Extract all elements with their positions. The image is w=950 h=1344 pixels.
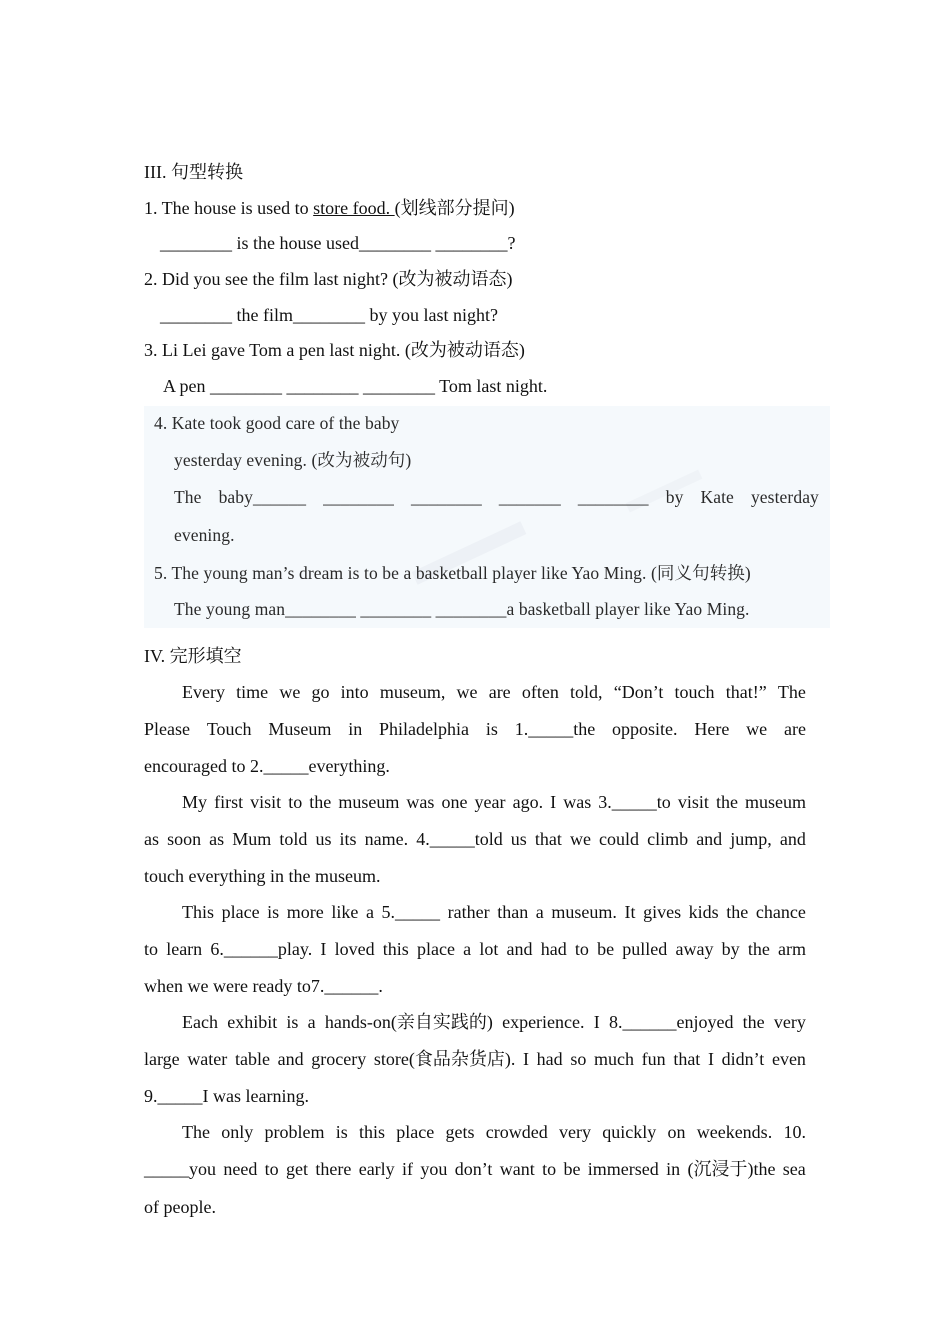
word: crowded [485, 1122, 548, 1142]
word: that!” [725, 682, 767, 702]
word: a [535, 902, 544, 922]
word: had [540, 939, 567, 959]
word: and [277, 1049, 304, 1069]
word: problem [264, 1122, 325, 1142]
word: be [597, 939, 615, 959]
word: immersed [587, 1159, 659, 1179]
word: was [563, 792, 592, 812]
word: could [599, 829, 640, 849]
word: you [420, 1159, 448, 1179]
word: museum [745, 792, 806, 812]
section-4-heading: IV. 完形填空 [144, 646, 242, 666]
word: told, [570, 682, 603, 702]
q3-answer-line: A pen ________ ________ ________ Tom last night. [163, 376, 548, 396]
word: this [359, 1122, 386, 1142]
question-5: 5. The young man’s dream is to be a basketball player like Yao Ming. (同义句转换) [154, 563, 751, 583]
word: 4._____told [416, 829, 503, 849]
word: place [416, 939, 455, 959]
word: time [236, 682, 269, 702]
p3-line-2 [144, 938, 806, 960]
word: we [279, 682, 301, 702]
word: much [594, 1049, 634, 1069]
word: that [534, 829, 562, 849]
word: table [234, 1049, 270, 1069]
word: away [675, 939, 714, 959]
q1-underlined: store food. [313, 198, 395, 218]
word: “Don’t [613, 682, 664, 702]
word: the [726, 902, 749, 922]
word: get [286, 1159, 309, 1179]
question-2: 2. Did you see the film last night? (改为被动语态) [144, 269, 513, 289]
p2-line-1 [182, 791, 806, 813]
word: the [715, 792, 738, 812]
word: very [773, 1012, 806, 1032]
word: even [771, 1049, 806, 1069]
word: weekends. [696, 1122, 773, 1142]
p1-line-1 [182, 681, 806, 703]
word: I [593, 1012, 600, 1032]
word: that [673, 1049, 701, 1069]
question-1 [144, 197, 515, 219]
word: was [406, 792, 435, 812]
word: more [286, 902, 324, 922]
word: place [221, 902, 260, 922]
word: be [563, 1159, 581, 1179]
word: quickly [602, 1122, 657, 1142]
word: fun [641, 1049, 666, 1069]
word: a [307, 1012, 316, 1032]
q1-instruction: (划线部分提问) [394, 198, 515, 218]
p4-line-1 [182, 1011, 806, 1033]
word: learn [166, 939, 203, 959]
p3-line-1 [182, 901, 806, 923]
word: in [666, 1159, 681, 1179]
word: I [320, 939, 327, 959]
word: I [707, 1049, 714, 1069]
word: and [506, 939, 533, 959]
word: _____you [144, 1159, 216, 1179]
word: It [624, 902, 636, 922]
word: like [331, 902, 359, 922]
section-3-heading: III. 句型转换 [144, 162, 243, 182]
word: to [288, 792, 303, 812]
q1-text: 1. The house is used to [144, 198, 314, 218]
word: name. [364, 829, 409, 849]
question-4-line-2: yesterday evening. (改为被动句) [174, 450, 412, 470]
word: year [474, 792, 506, 812]
word: hands-on(亲自实践的) [324, 1012, 493, 1032]
p4-line-2 [144, 1048, 806, 1070]
word: chance [755, 902, 806, 922]
q1-answer-line: ________ is the house used________ ________? [160, 233, 516, 253]
word: 6.______play. [210, 939, 313, 959]
word: one [441, 792, 468, 812]
word: there [315, 1159, 352, 1179]
word: are [784, 719, 806, 739]
word: by [721, 939, 740, 959]
word: ________ [323, 487, 394, 507]
word: a [463, 939, 472, 959]
word: early [358, 1159, 395, 1179]
word: visit [250, 792, 282, 812]
word: gives [643, 902, 682, 922]
word: 5._____ [381, 902, 441, 922]
word: This [182, 902, 215, 922]
word: is [267, 902, 280, 922]
word: Here [694, 719, 730, 739]
word: exhibit [227, 1012, 278, 1032]
p2-line-2 [144, 828, 806, 850]
word: Kate [700, 487, 734, 507]
word: is [485, 719, 498, 739]
word: kids [688, 902, 719, 922]
word: on [667, 1122, 686, 1142]
p2-line-3: touch everything in the museum. [144, 866, 381, 886]
word: baby______ [218, 487, 307, 507]
word: only [221, 1122, 254, 1142]
word: so [570, 1049, 587, 1069]
p5-line-3: of people. [144, 1197, 216, 1217]
word: My [182, 792, 208, 812]
word: I [550, 792, 557, 812]
word: large [144, 1049, 180, 1069]
word: the [309, 792, 332, 812]
word: by [665, 487, 684, 507]
word: Every [182, 682, 225, 702]
q5-answer-line: The young man________ ________ ________a basketball player like Yao Ming. [174, 599, 750, 619]
word: are [488, 682, 511, 702]
word: pulled [622, 939, 668, 959]
word: _______ [498, 487, 561, 507]
scanned-questions-image [144, 406, 830, 628]
q2-answer-line: ________ the film________ by you last night? [160, 305, 498, 325]
word: the [742, 1012, 765, 1032]
word: museum [338, 792, 400, 812]
word: and [696, 829, 723, 849]
word: sea [782, 1159, 806, 1179]
word: ________ [411, 487, 482, 507]
word: is [335, 1122, 348, 1142]
word: we [746, 719, 768, 739]
word: 10. [783, 1122, 806, 1142]
word: gets [445, 1122, 475, 1142]
word: very [558, 1122, 591, 1142]
word: we [456, 682, 478, 702]
p3-line-3: when we were ready to7.______. [144, 976, 383, 996]
p1-line-3: encouraged to 2._____everything. [144, 756, 390, 776]
word: The [182, 1122, 210, 1142]
word: visit [677, 792, 709, 812]
word: store(食品杂货店). [373, 1049, 516, 1069]
word: rather [447, 902, 490, 922]
p5-line-1 [182, 1121, 806, 1143]
q4-answer-end: evening. [174, 525, 235, 545]
word: opposite. [612, 719, 678, 739]
word: Each [182, 1012, 218, 1032]
word: 3._____to [598, 792, 671, 812]
word: touch [674, 682, 715, 702]
word: its [339, 829, 357, 849]
word: and [779, 829, 806, 849]
word: lot [479, 939, 499, 959]
question-3: 3. Li Lei gave Tom a pen last night. (改为被动语态) [144, 340, 525, 360]
word: 8.______enjoyed [608, 1012, 734, 1032]
word: is [286, 1012, 299, 1032]
word: climb [647, 829, 689, 849]
word: if [402, 1159, 414, 1179]
word: jump, [730, 829, 772, 849]
word: than [497, 902, 529, 922]
p1-line-2 [144, 718, 806, 740]
word: 1._____the [514, 719, 596, 739]
word: The [174, 487, 202, 507]
word: the [747, 939, 770, 959]
word: water [187, 1049, 228, 1069]
word: as [144, 829, 159, 849]
p4-line-3: 9._____I was learning. [144, 1086, 309, 1106]
word: first [214, 792, 244, 812]
word: in [348, 719, 363, 739]
word: don’t [454, 1159, 493, 1179]
word: yesterday [750, 487, 819, 507]
word: museum, [379, 682, 446, 702]
word: I [523, 1049, 530, 1069]
word: we [569, 829, 591, 849]
word: experience. [502, 1012, 585, 1032]
word: as [209, 829, 225, 849]
word: arm [778, 939, 806, 959]
word: loved [334, 939, 375, 959]
word: Museum [268, 719, 332, 739]
word: often [521, 682, 559, 702]
word: Touch [206, 719, 252, 739]
p5-line-2 [144, 1158, 806, 1180]
question-4-line-1: 4. Kate took good care of the baby [154, 413, 400, 433]
word: to [542, 1159, 557, 1179]
word: to [264, 1159, 279, 1179]
word: Philadelphia [379, 719, 470, 739]
word: want [499, 1159, 535, 1179]
word: museum. [551, 902, 617, 922]
word: had [536, 1049, 563, 1069]
word: this [382, 939, 409, 959]
word: ago. [512, 792, 544, 812]
word: to [144, 939, 159, 959]
word: told [279, 829, 308, 849]
word: Mum [232, 829, 272, 849]
word: Please [144, 719, 190, 739]
word: place [396, 1122, 435, 1142]
word: soon [167, 829, 202, 849]
word: to [574, 939, 589, 959]
word: (沉浸于)the [687, 1159, 776, 1179]
word: go [311, 682, 330, 702]
word: didn’t [721, 1049, 765, 1069]
word: The [777, 682, 806, 702]
word: a [365, 902, 374, 922]
word: need [223, 1159, 258, 1179]
q4-answer-line [174, 486, 819, 508]
word: us [510, 829, 527, 849]
word: into [340, 682, 369, 702]
word: grocery [311, 1049, 367, 1069]
word: ________ [577, 487, 649, 507]
word: us [315, 829, 332, 849]
